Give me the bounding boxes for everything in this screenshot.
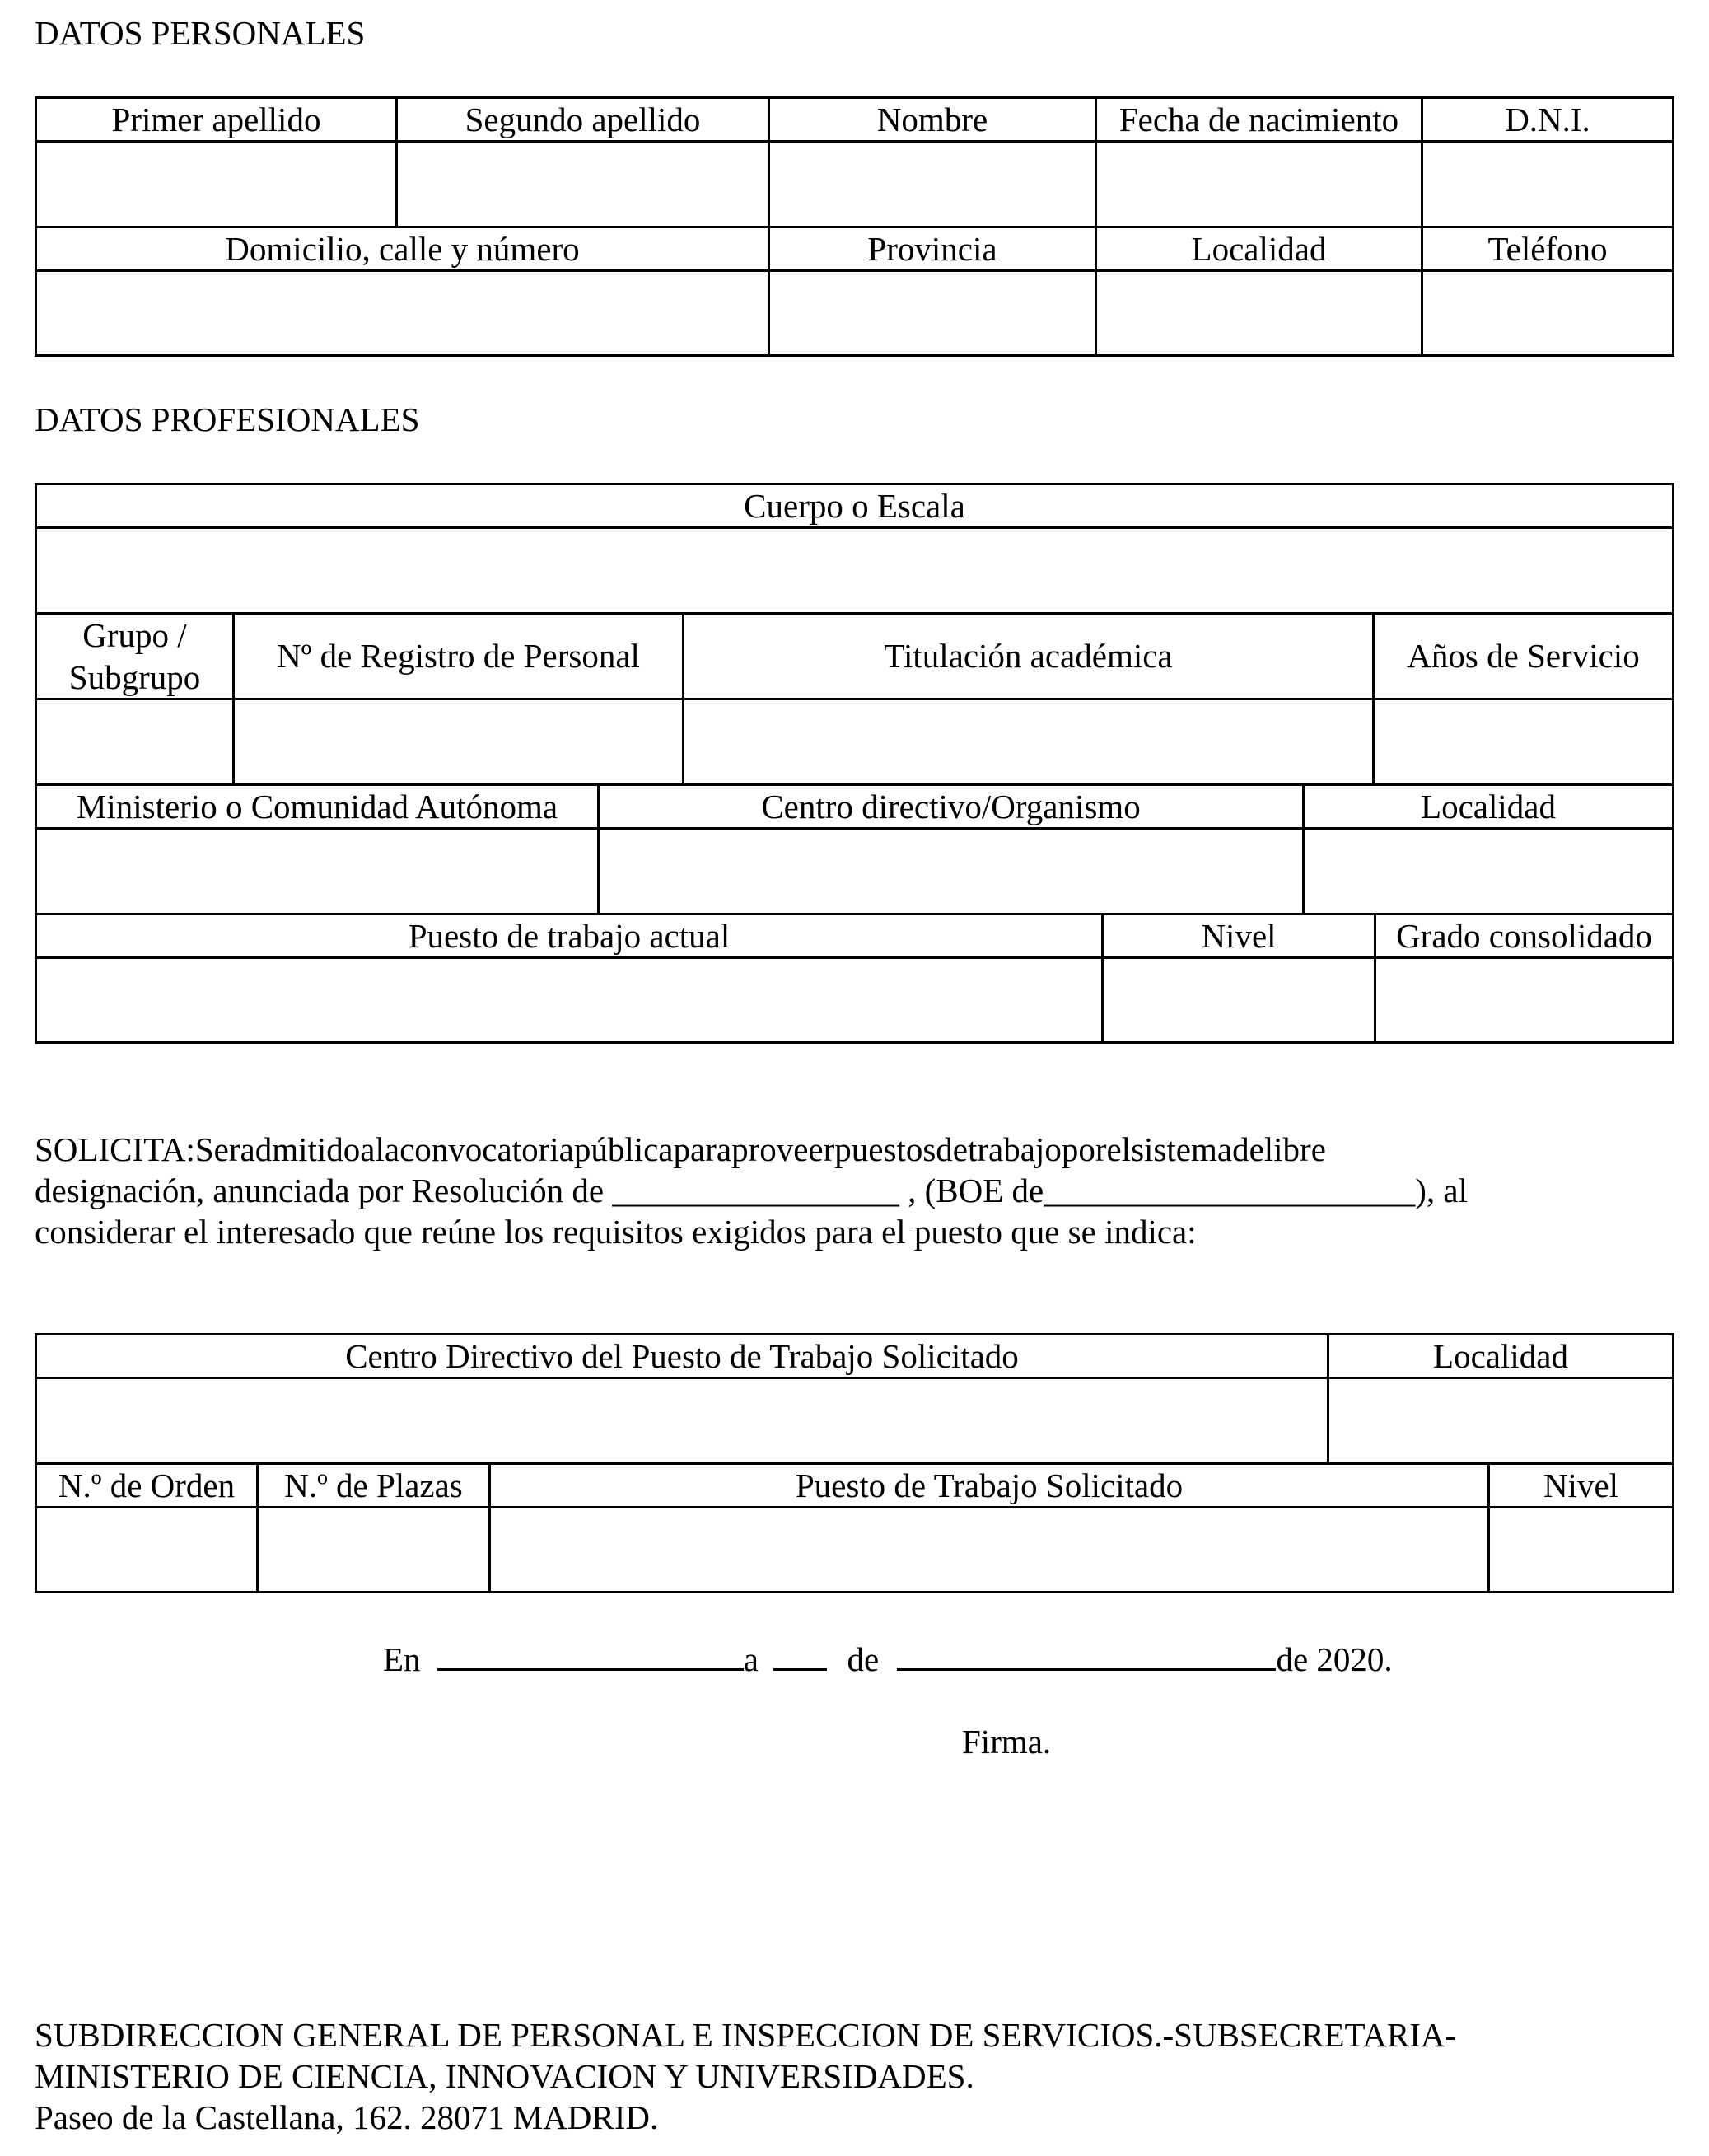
- field-registro-personal[interactable]: [232, 698, 682, 783]
- resolucion-date-blank[interactable]: _________________: [612, 1172, 899, 1209]
- solicita-line-3: considerar el interesado que reúne los requisitos exigidos para el puesto que se indica:: [35, 1213, 1197, 1251]
- label-puesto-solicitado: Puesto de Trabajo Solicitado: [488, 1462, 1487, 1506]
- solicita-paragraph: [35, 1129, 1628, 1252]
- prof-input-cuerpo: [35, 526, 1674, 612]
- field-ministerio[interactable]: [35, 827, 597, 913]
- date-year: de 2020.: [1276, 1640, 1393, 1678]
- field-numero-plazas[interactable]: [256, 1506, 488, 1593]
- label-fecha-nacimiento: Fecha de nacimiento: [1095, 96, 1421, 140]
- date-month-blank[interactable]: [897, 1641, 1276, 1671]
- solicita-text-b: , (BOE de: [908, 1172, 1044, 1209]
- solicita-word: pública: [573, 1130, 674, 1168]
- label-centro-directivo: Centro directivo/Organismo: [597, 783, 1302, 827]
- solicita-word: el: [1106, 1130, 1132, 1168]
- field-prof-localidad[interactable]: [1302, 827, 1674, 913]
- personal-header-row-2: [35, 226, 1674, 269]
- field-req-localidad[interactable]: [1327, 1377, 1674, 1462]
- solicita-word: de: [936, 1130, 968, 1168]
- field-localidad[interactable]: [1095, 269, 1421, 357]
- prof-header-row-4: [35, 913, 1674, 956]
- solicita-word: trabajo: [967, 1130, 1062, 1168]
- field-req-nivel[interactable]: [1487, 1506, 1674, 1593]
- solicita-word: por: [1061, 1130, 1107, 1168]
- req-input-row-1: [35, 1377, 1674, 1462]
- solicita-word: puestos: [834, 1130, 936, 1168]
- field-nivel[interactable]: [1101, 956, 1374, 1044]
- solicita-word: la: [375, 1130, 400, 1168]
- solicita-word: para: [673, 1130, 732, 1168]
- label-primer-apellido: Primer apellido: [35, 96, 395, 140]
- field-primer-apellido[interactable]: [35, 140, 395, 226]
- label-puesto-actual: Puesto de trabajo actual: [35, 913, 1101, 956]
- footer-line-3: Paseo de la Castellana, 162. 28071 MADRID.: [35, 2098, 659, 2136]
- field-provincia[interactable]: [768, 269, 1095, 357]
- date-en: En: [383, 1640, 421, 1678]
- personal-input-row-2: [35, 269, 1674, 357]
- field-centro-solicitado[interactable]: [35, 1377, 1327, 1462]
- field-puesto-actual[interactable]: [35, 956, 1101, 1044]
- label-grado-consolidado: Grado consolidado: [1374, 913, 1674, 956]
- prof-input-row-2: [35, 698, 1674, 783]
- date-de: de: [847, 1640, 880, 1678]
- solicita-word: convocatoria: [399, 1130, 574, 1168]
- label-dni: D.N.I.: [1421, 96, 1674, 140]
- label-grupo-line1: Grupo /: [82, 616, 187, 655]
- label-ministerio: Ministerio o Comunidad Autónoma: [35, 783, 597, 827]
- date-a: a: [743, 1640, 759, 1678]
- solicita-word: a: [360, 1130, 376, 1168]
- label-nombre: Nombre: [768, 96, 1095, 140]
- field-cuerpo-escala[interactable]: [35, 526, 1674, 612]
- field-domicilio[interactable]: [35, 269, 768, 357]
- req-header-row-1: [35, 1333, 1674, 1377]
- label-provincia: Provincia: [768, 226, 1095, 269]
- label-domicilio: Domicilio, calle y número: [35, 226, 768, 269]
- solicita-line-1: [35, 1129, 1628, 1170]
- label-req-localidad: Localidad: [1327, 1333, 1674, 1377]
- prof-input-row-4: [35, 956, 1674, 1044]
- label-segundo-apellido: Segundo apellido: [395, 96, 768, 140]
- footer-line-1: SUBDIRECCION GENERAL DE PERSONAL E INSPECCION DE SERVICIOS.-SUBSECRETARIA-: [35, 2016, 1457, 2054]
- label-telefono: Teléfono: [1421, 226, 1674, 269]
- professional-data-table: [35, 483, 1674, 1044]
- date-line: [383, 1639, 1393, 1679]
- field-centro-directivo[interactable]: [597, 827, 1302, 913]
- field-segundo-apellido[interactable]: [395, 140, 768, 226]
- solicita-word: de: [1232, 1130, 1264, 1168]
- field-dni[interactable]: [1421, 140, 1674, 226]
- prof-header-row-2: [35, 612, 1674, 698]
- label-req-nivel: Nivel: [1487, 1462, 1674, 1506]
- prof-input-row-3: [35, 827, 1674, 913]
- field-anos-servicio[interactable]: [1372, 698, 1674, 783]
- section-title-professional: DATOS PROFESIONALES: [35, 400, 420, 438]
- field-telefono[interactable]: [1421, 269, 1674, 357]
- requested-position-table: [35, 1333, 1674, 1593]
- label-numero-plazas: N.º de Plazas: [256, 1462, 488, 1506]
- label-titulacion: Titulación académica: [682, 612, 1372, 698]
- label-numero-orden: N.º de Orden: [35, 1462, 256, 1506]
- footer-line-2: MINISTERIO DE CIENCIA, INNOVACION Y UNIVERSIDADES.: [35, 2057, 974, 2095]
- footer-address: [35, 2014, 1456, 2138]
- solicita-line-2: [35, 1170, 1628, 1211]
- field-numero-orden[interactable]: [35, 1506, 256, 1593]
- solicita-word: sistema: [1131, 1130, 1233, 1168]
- field-grado-consolidado[interactable]: [1374, 956, 1674, 1044]
- personal-data-table: [35, 96, 1674, 357]
- label-grupo-line2: Subgrupo: [68, 657, 201, 696]
- label-anos-servicio: Años de Servicio: [1372, 612, 1674, 698]
- label-nivel: Nivel: [1101, 913, 1374, 956]
- req-input-row-2: [35, 1506, 1674, 1593]
- solicita-word: Ser: [194, 1130, 240, 1168]
- label-registro-personal: Nº de Registro de Personal: [232, 612, 682, 698]
- req-header-row-2: [35, 1462, 1674, 1506]
- solicita-text-a: designación, anunciada por Resolución de: [35, 1172, 605, 1209]
- field-nombre[interactable]: [768, 140, 1095, 226]
- date-place-blank[interactable]: [437, 1641, 744, 1671]
- personal-header-row-1: [35, 96, 1674, 140]
- date-day-blank[interactable]: [773, 1641, 827, 1671]
- label-grupo-subgrupo: [35, 612, 232, 698]
- personal-input-row-1: [35, 140, 1674, 226]
- firma-label: Firma.: [962, 1723, 1052, 1761]
- prof-header-row-3: [35, 783, 1674, 827]
- field-grupo-subgrupo[interactable]: [35, 698, 232, 783]
- boe-date-blank[interactable]: ______________________: [1044, 1172, 1416, 1209]
- field-fecha-nacimiento[interactable]: [1095, 140, 1421, 226]
- solicita-word: proveer: [731, 1130, 835, 1168]
- solicita-text-c: ), al: [1415, 1172, 1468, 1209]
- field-puesto-solicitado[interactable]: [488, 1506, 1487, 1593]
- field-titulacion[interactable]: [682, 698, 1372, 783]
- solicita-label: SOLICITA:: [35, 1130, 195, 1168]
- label-prof-localidad: Localidad: [1302, 783, 1674, 827]
- label-localidad: Localidad: [1095, 226, 1421, 269]
- solicita-word: admitido: [240, 1130, 361, 1168]
- solicita-word: libre: [1263, 1130, 1326, 1168]
- label-centro-solicitado: Centro Directivo del Puesto de Trabajo Solicitado: [35, 1333, 1327, 1377]
- label-cuerpo-escala: Cuerpo o Escala: [35, 483, 1674, 526]
- prof-header-cuerpo: [35, 483, 1674, 526]
- section-title-personal: DATOS PERSONALES: [35, 14, 366, 52]
- boe-group: [908, 1170, 1468, 1211]
